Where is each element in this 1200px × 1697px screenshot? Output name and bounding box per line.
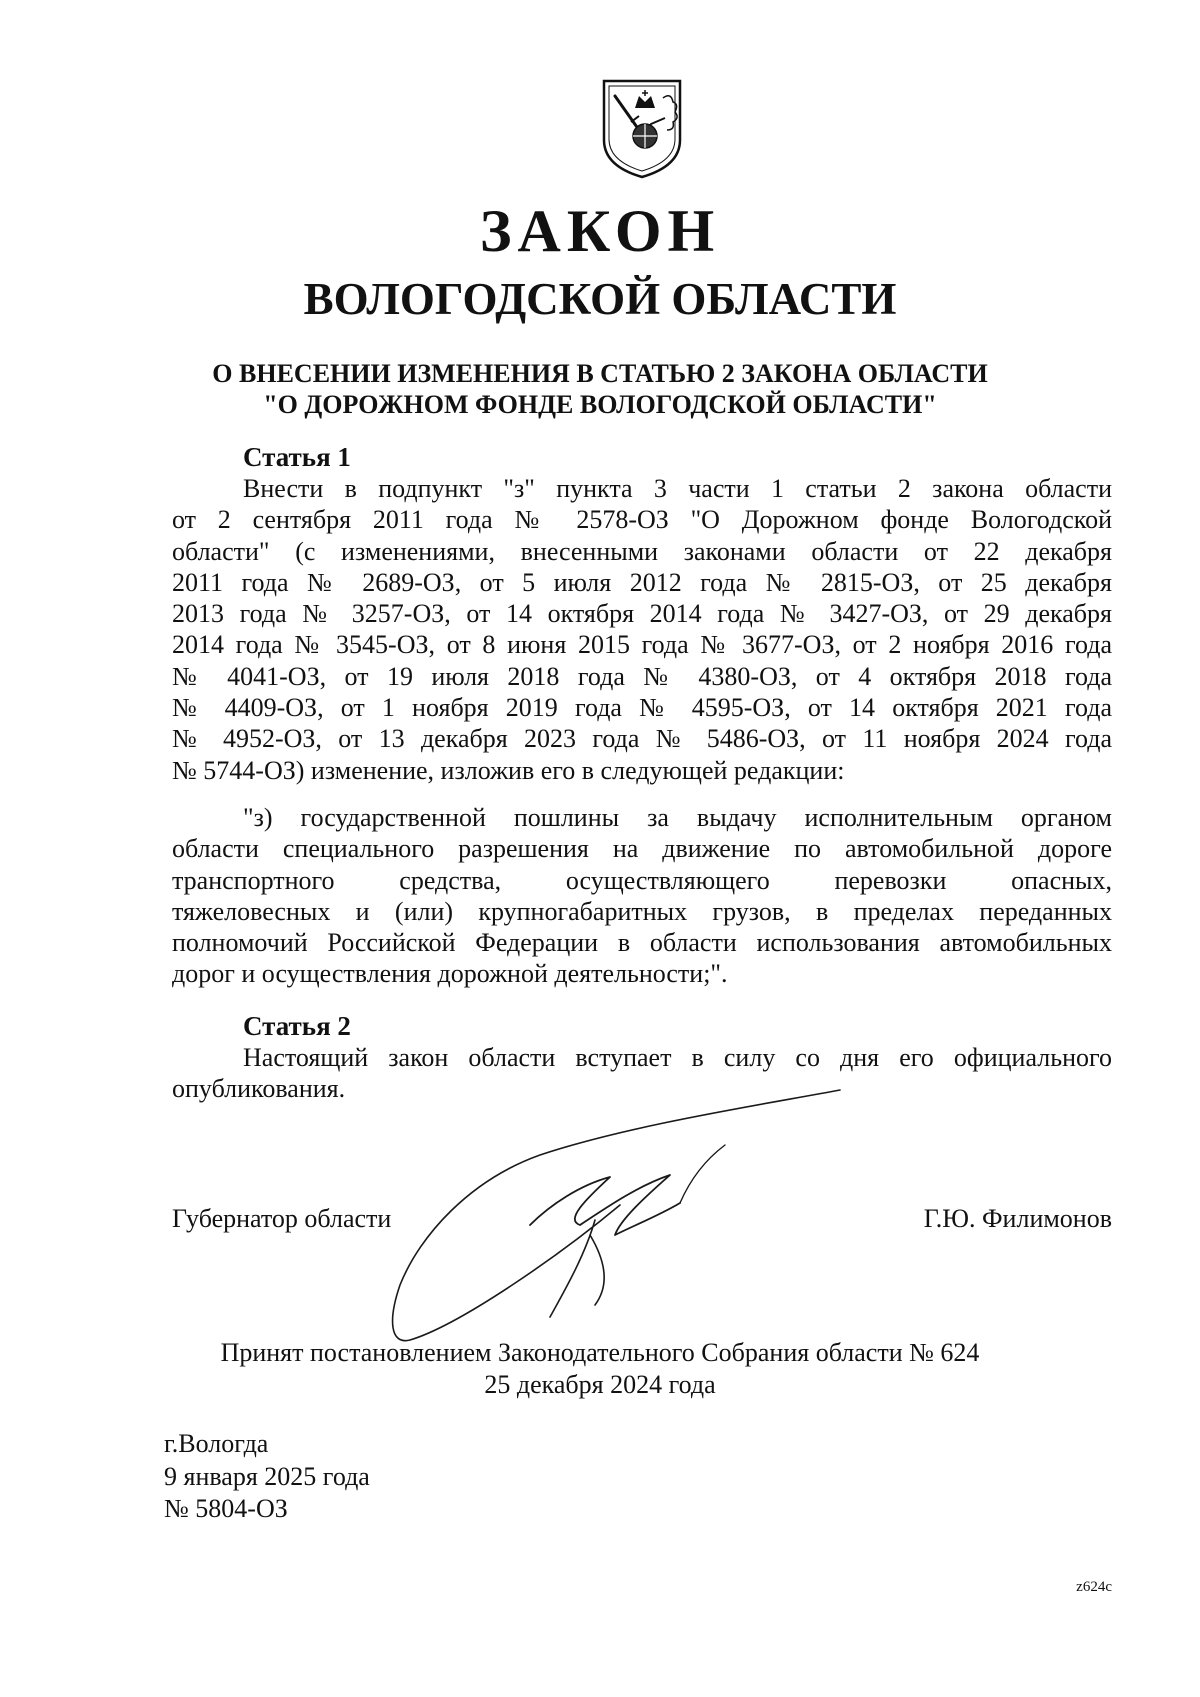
article-1-heading: Статья 1 [243,442,351,472]
adoption-date: 25 декабря 2024 года [484,1370,716,1399]
document-code: z624c [1076,1579,1112,1595]
text-line: тяжеловесных и (или) крупногабаритных грузов, в пределах переданных [172,896,1112,926]
adoption-line: Принят постановлением Законодательного Собрания области № 624 [220,1338,980,1367]
law-footer [164,1428,370,1526]
text-line: транспортного средства, осуществляющего перевозки опасных, [172,865,1112,895]
law-subject-line: О ВНЕСЕНИИ ИЗМЕНЕНИЯ В СТАТЬЮ 2 ЗАКОНА ОБЛАСТИ [212,359,988,388]
adoption-note [0,1337,1200,1401]
article-1-quote [172,802,1112,990]
text-line: области специального разрешения на движение по автомобильной дороге [172,834,1112,864]
law-subject-line: "О ДОРОЖНОМ ФОНДЕ ВОЛОГОДСКОЙ ОБЛАСТИ" [263,390,937,419]
footer-date: 9 января 2025 года [164,1461,370,1491]
article-2-text [172,1042,1112,1105]
handwritten-signature [380,1085,860,1355]
text-line: 2011 года № 2689-ОЗ, от 5 июля 2012 года № 2815-ОЗ, от 25 декабря [172,567,1112,597]
text-line: Внести в подпункт "з" пункта 3 части 1 статьи 2 закона области [243,474,1112,503]
footer-city: г.Вологда [164,1429,269,1458]
signer-name: Г.Ю. Филимонов [923,1204,1112,1233]
text-line: "з) государственной пошлины за выдачу исполнительным органом [243,803,1112,832]
text-line: Настоящий закон области вступает в силу со дня его официального [243,1043,1112,1072]
text-line: 2013 года № 3257-ОЗ, от 14 октября 2014 года № 3427-ОЗ, от 29 декабря [172,599,1112,629]
signer-post: Губернатор области [172,1204,392,1233]
text-line: № 4041-ОЗ, от 19 июля 2018 года № 4380-ОЗ, от 4 октября 2018 года [172,661,1112,691]
article-2-heading: Статья 2 [243,1011,351,1041]
text-line: области" (с изменениями, внесенными законами области от 22 декабря [172,536,1112,566]
article-1-text [172,473,1112,786]
law-title: ЗАКОН [479,198,721,264]
law-subject [100,358,1100,420]
text-line: дорог и осуществления дорожной деятельности;". [172,959,728,989]
text-line: от 2 сентября 2011 года № 2578-ОЗ "О Дорожном фонде Вологодской [172,505,1112,535]
text-line: № 4952-ОЗ, от 13 декабря 2023 года № 5486-ОЗ, от 11 ноября 2024 года [172,724,1112,754]
law-region: ВОЛОГОДСКОЙ ОБЛАСТИ [303,274,897,324]
text-line: № 5744-ОЗ) изменение, изложив его в следующей редакции: [172,755,845,785]
footer-number: № 5804-ОЗ [164,1494,288,1523]
text-line: полномочий Российской Федерации в области использования автомобильных [172,928,1112,958]
text-line: № 4409-ОЗ, от 1 ноября 2019 года № 4595-ОЗ, от 14 октября 2021 года [172,693,1112,723]
text-line: 2014 года № 3545-ОЗ, от 8 июня 2015 года № 3677-ОЗ, от 2 ноября 2016 года [172,630,1112,660]
coat-of-arms-emblem [601,78,683,180]
text-line: опубликования. [172,1074,346,1104]
